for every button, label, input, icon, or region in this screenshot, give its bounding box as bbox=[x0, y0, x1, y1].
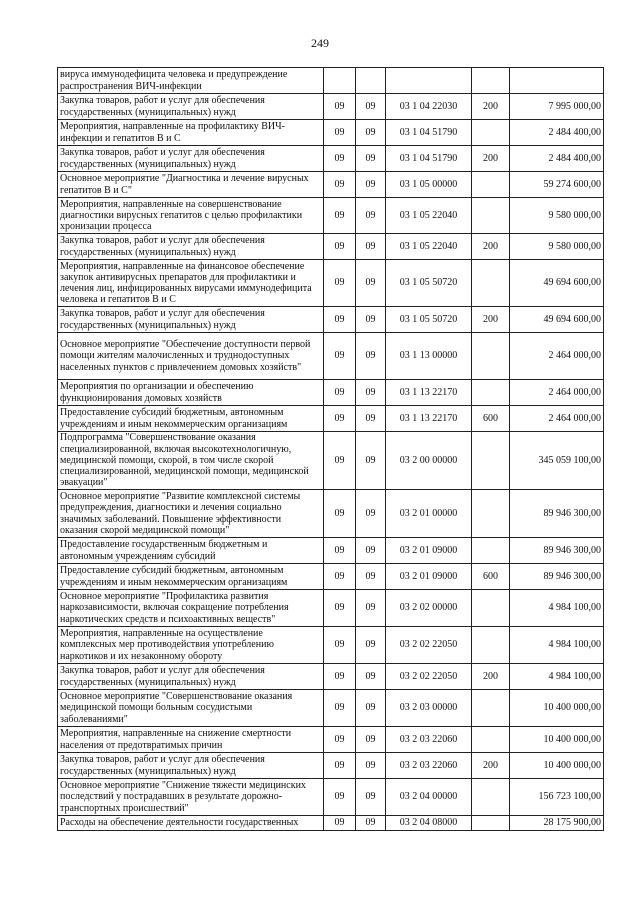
row-name: Закупка товаров, работ и услуг для обеспечения государственных (муниципальных) нужд bbox=[58, 664, 324, 690]
row-vr bbox=[472, 333, 510, 380]
row-name: Закупка товаров, работ и услуг для обеспечения государственных (муниципальных) нужд bbox=[58, 234, 324, 260]
row-name: Основное мероприятие "Совершенствование оказания медицинской помощи больным сосудистыми заболеваниями" bbox=[58, 690, 324, 727]
row-csr: 03 2 01 09000 bbox=[386, 538, 472, 564]
row-vr bbox=[472, 68, 510, 94]
table-row bbox=[58, 564, 604, 590]
row-vr: 200 bbox=[472, 753, 510, 779]
row-name: Расходы на обеспечение деятельности государственных bbox=[58, 816, 324, 831]
row-csr: 03 2 01 09000 bbox=[386, 564, 472, 590]
row-razdel: 09 bbox=[356, 146, 386, 172]
budget-table bbox=[57, 67, 604, 831]
row-razdel: 09 bbox=[356, 727, 386, 753]
row-name: Закупка товаров, работ и услуг для обеспечения государственных (муниципальных) нужд bbox=[58, 307, 324, 333]
row-sum: 156 723 100,00 bbox=[510, 779, 604, 816]
row-name: Основное мероприятие "Снижение тяжести медицинских последствий у пострадавших в результате дорожно-транспортных происшествий" bbox=[58, 779, 324, 816]
table-row bbox=[58, 690, 604, 727]
row-name: вируса иммунодефицита человека и предупреждение распространения ВИЧ-инфекции bbox=[58, 68, 324, 94]
row-vr: 600 bbox=[472, 564, 510, 590]
row-sum: 9 580 000,00 bbox=[510, 234, 604, 260]
row-razdel: 09 bbox=[356, 664, 386, 690]
row-vr bbox=[472, 627, 510, 664]
row-name: Подпрограмма "Совершенствование оказания специализированной, включая высокотехнологичную, медицинской помощи, скорой, в том числе скорой специализированной, медицинской помощи, медицинской эвакуации" bbox=[58, 432, 324, 490]
table-row bbox=[58, 627, 604, 664]
table-row bbox=[58, 260, 604, 307]
row-csr: 03 2 02 00000 bbox=[386, 590, 472, 627]
row-vr bbox=[472, 590, 510, 627]
row-name: Предоставление субсидий бюджетным, автономным учреждениям и иным некоммерческим организациям bbox=[58, 564, 324, 590]
row-sum: 49 694 600,00 bbox=[510, 307, 604, 333]
row-glava: 09 bbox=[324, 198, 356, 234]
row-vr: 200 bbox=[472, 307, 510, 333]
row-name: Мероприятия, направленные на финансовое обеспечение закупок антивирусных препаратов для профилактики и лечения лиц, инфицированных вирусами иммунодефицита человека и гепатитов В и С bbox=[58, 260, 324, 307]
row-vr bbox=[472, 538, 510, 564]
row-sum: 7 995 000,00 bbox=[510, 94, 604, 120]
row-glava: 09 bbox=[324, 664, 356, 690]
row-vr bbox=[472, 432, 510, 490]
row-name: Закупка товаров, работ и услуг для обеспечения государственных (муниципальных) нужд bbox=[58, 146, 324, 172]
row-vr: 200 bbox=[472, 664, 510, 690]
row-razdel bbox=[356, 68, 386, 94]
row-razdel: 09 bbox=[356, 753, 386, 779]
row-name: Закупка товаров, работ и услуг для обеспечения государственных (муниципальных) нужд bbox=[58, 94, 324, 120]
row-csr: 03 2 02 22050 bbox=[386, 627, 472, 664]
row-csr: 03 1 04 51790 bbox=[386, 146, 472, 172]
row-csr: 03 2 01 00000 bbox=[386, 490, 472, 538]
row-glava: 09 bbox=[324, 816, 356, 831]
row-vr bbox=[472, 727, 510, 753]
row-razdel: 09 bbox=[356, 198, 386, 234]
row-sum: 2 464 000,00 bbox=[510, 406, 604, 432]
row-vr bbox=[472, 779, 510, 816]
table-row bbox=[58, 198, 604, 234]
row-sum: 28 175 900,00 bbox=[510, 816, 604, 831]
row-glava: 09 bbox=[324, 753, 356, 779]
row-sum: 89 946 300,00 bbox=[510, 564, 604, 590]
row-csr: 03 1 13 22170 bbox=[386, 380, 472, 406]
row-name: Основное мероприятие "Обеспечение доступности первой помощи жителям малочисленных и труднодоступных населенных пунктов с привлечением домовых хозяйств" bbox=[58, 333, 324, 380]
table-row bbox=[58, 590, 604, 627]
table-row bbox=[58, 333, 604, 380]
table-row bbox=[58, 146, 604, 172]
table-row bbox=[58, 94, 604, 120]
row-glava: 09 bbox=[324, 590, 356, 627]
row-csr: 03 1 05 50720 bbox=[386, 307, 472, 333]
row-csr: 03 2 02 22050 bbox=[386, 664, 472, 690]
row-sum: 2 464 000,00 bbox=[510, 380, 604, 406]
row-sum: 10 400 000,00 bbox=[510, 727, 604, 753]
table-row bbox=[58, 727, 604, 753]
row-csr: 03 2 00 00000 bbox=[386, 432, 472, 490]
table-row bbox=[58, 172, 604, 198]
row-razdel: 09 bbox=[356, 380, 386, 406]
table-row bbox=[58, 120, 604, 146]
row-glava: 09 bbox=[324, 146, 356, 172]
row-razdel: 09 bbox=[356, 816, 386, 831]
row-razdel: 09 bbox=[356, 307, 386, 333]
table-row bbox=[58, 432, 604, 490]
row-razdel: 09 bbox=[356, 779, 386, 816]
row-sum: 4 984 100,00 bbox=[510, 664, 604, 690]
row-glava: 09 bbox=[324, 727, 356, 753]
row-glava: 09 bbox=[324, 333, 356, 380]
row-vr bbox=[472, 816, 510, 831]
row-name: Мероприятия, направленные на осуществление комплексных мер противодействия употреблению наркотиков и их незаконному обороту bbox=[58, 627, 324, 664]
row-csr: 03 2 03 22060 bbox=[386, 753, 472, 779]
row-csr: 03 1 05 00000 bbox=[386, 172, 472, 198]
row-csr: 03 1 04 51790 bbox=[386, 120, 472, 146]
row-vr: 600 bbox=[472, 406, 510, 432]
row-vr: 200 bbox=[472, 234, 510, 260]
row-razdel: 09 bbox=[356, 94, 386, 120]
row-glava: 09 bbox=[324, 260, 356, 307]
table-row bbox=[58, 307, 604, 333]
row-sum: 4 984 100,00 bbox=[510, 590, 604, 627]
row-sum: 2 484 400,00 bbox=[510, 146, 604, 172]
row-sum: 2 464 000,00 bbox=[510, 333, 604, 380]
row-vr: 200 bbox=[472, 146, 510, 172]
row-razdel: 09 bbox=[356, 120, 386, 146]
row-name: Мероприятия, направленные на совершенствование диагностики вирусных гепатитов с целью профилактики хронизации процесса bbox=[58, 198, 324, 234]
table-row bbox=[58, 380, 604, 406]
row-csr: 03 2 03 00000 bbox=[386, 690, 472, 727]
row-csr: 03 1 05 50720 bbox=[386, 260, 472, 307]
row-glava: 09 bbox=[324, 94, 356, 120]
row-sum: 49 694 600,00 bbox=[510, 260, 604, 307]
row-razdel: 09 bbox=[356, 690, 386, 727]
page-number: 249 bbox=[311, 36, 329, 50]
table-row bbox=[58, 490, 604, 538]
row-glava: 09 bbox=[324, 307, 356, 333]
row-csr: 03 1 05 22040 bbox=[386, 198, 472, 234]
row-glava: 09 bbox=[324, 172, 356, 198]
table-row bbox=[58, 664, 604, 690]
row-glava: 09 bbox=[324, 234, 356, 260]
table-row bbox=[58, 68, 604, 94]
row-csr: 03 2 03 22060 bbox=[386, 727, 472, 753]
row-csr bbox=[386, 68, 472, 94]
row-vr bbox=[472, 380, 510, 406]
row-glava: 09 bbox=[324, 779, 356, 816]
row-glava: 09 bbox=[324, 432, 356, 490]
row-csr: 03 2 04 08000 bbox=[386, 816, 472, 831]
row-vr: 200 bbox=[472, 94, 510, 120]
row-glava: 09 bbox=[324, 406, 356, 432]
row-glava: 09 bbox=[324, 120, 356, 146]
row-csr: 03 1 05 22040 bbox=[386, 234, 472, 260]
row-csr: 03 1 04 22030 bbox=[386, 94, 472, 120]
row-csr: 03 2 04 00000 bbox=[386, 779, 472, 816]
row-razdel: 09 bbox=[356, 333, 386, 380]
row-razdel: 09 bbox=[356, 432, 386, 490]
row-vr bbox=[472, 690, 510, 727]
row-razdel: 09 bbox=[356, 260, 386, 307]
row-sum: 9 580 000,00 bbox=[510, 198, 604, 234]
row-name: Мероприятия, направленные на профилактику ВИЧ-инфекции и гепатитов В и С bbox=[58, 120, 324, 146]
table-row bbox=[58, 816, 604, 831]
row-name: Основное мероприятие "Диагностика и лечение вирусных гепатитов В и С" bbox=[58, 172, 324, 198]
row-name: Мероприятия, направленные на снижение смертности населения от предотвратимых причин bbox=[58, 727, 324, 753]
table-row bbox=[58, 779, 604, 816]
row-razdel: 09 bbox=[356, 234, 386, 260]
row-razdel: 09 bbox=[356, 564, 386, 590]
row-name: Предоставление государственным бюджетным и автономным учреждениям субсидий bbox=[58, 538, 324, 564]
table-row bbox=[58, 753, 604, 779]
row-vr bbox=[472, 490, 510, 538]
row-csr: 03 1 13 00000 bbox=[386, 333, 472, 380]
row-glava: 09 bbox=[324, 380, 356, 406]
row-razdel: 09 bbox=[356, 590, 386, 627]
table-row bbox=[58, 406, 604, 432]
row-name: Основное мероприятие "Развитие комплексной системы предупреждения, диагностики и лечения социально значимых заболеваний. Повышение эффективности оказания скорой медицинской помощи" bbox=[58, 490, 324, 538]
row-razdel: 09 bbox=[356, 627, 386, 664]
row-sum: 345 059 100,00 bbox=[510, 432, 604, 490]
row-sum bbox=[510, 68, 604, 94]
row-sum: 2 484 400,00 bbox=[510, 120, 604, 146]
table-row bbox=[58, 234, 604, 260]
row-name: Основное мероприятие "Профилактика развития наркозависимости, включая сокращение потребления наркотических средств и психоактивных веществ" bbox=[58, 590, 324, 627]
row-razdel: 09 bbox=[356, 490, 386, 538]
row-sum: 59 274 600,00 bbox=[510, 172, 604, 198]
row-vr bbox=[472, 260, 510, 307]
row-sum: 4 984 100,00 bbox=[510, 627, 604, 664]
row-razdel: 09 bbox=[356, 538, 386, 564]
row-csr: 03 1 13 22170 bbox=[386, 406, 472, 432]
row-name: Закупка товаров, работ и услуг для обеспечения государственных (муниципальных) нужд bbox=[58, 753, 324, 779]
row-vr bbox=[472, 198, 510, 234]
table-row bbox=[58, 538, 604, 564]
row-vr bbox=[472, 172, 510, 198]
row-sum: 10 400 000,00 bbox=[510, 753, 604, 779]
row-razdel: 09 bbox=[356, 406, 386, 432]
row-glava: 09 bbox=[324, 538, 356, 564]
row-sum: 89 946 300,00 bbox=[510, 490, 604, 538]
row-vr bbox=[472, 120, 510, 146]
row-glava: 09 bbox=[324, 627, 356, 664]
row-glava: 09 bbox=[324, 490, 356, 538]
row-name: Мероприятия по организации и обеспечению функционирования домовых хозяйств bbox=[58, 380, 324, 406]
row-glava: 09 bbox=[324, 690, 356, 727]
row-glava: 09 bbox=[324, 564, 356, 590]
row-razdel: 09 bbox=[356, 172, 386, 198]
row-sum: 10 400 000,00 bbox=[510, 690, 604, 727]
row-sum: 89 946 300,00 bbox=[510, 538, 604, 564]
row-name: Предоставление субсидий бюджетным, автономным учреждениям и иным некоммерческим организациям bbox=[58, 406, 324, 432]
row-glava bbox=[324, 68, 356, 94]
